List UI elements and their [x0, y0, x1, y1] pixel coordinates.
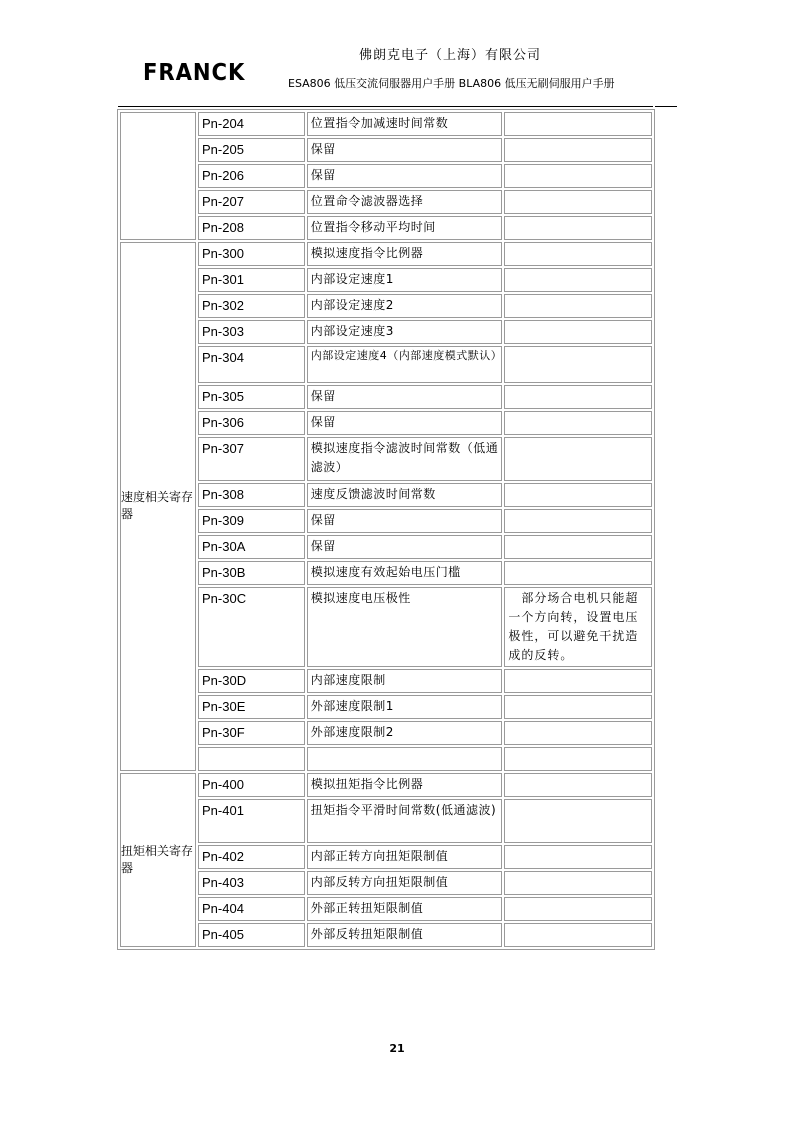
param-code: Pn-307 [198, 437, 305, 481]
table-row [120, 799, 652, 843]
param-code: Pn-30F [198, 721, 305, 745]
param-note [504, 268, 652, 292]
param-code: Pn-30E [198, 695, 305, 719]
table-row [120, 411, 652, 435]
param-name: 位置指令移动平均时间 [307, 216, 503, 240]
param-note [504, 320, 652, 344]
table-row [120, 871, 652, 895]
param-name [307, 747, 503, 771]
table-row [120, 561, 652, 585]
param-code: Pn-402 [198, 845, 305, 869]
param-code: Pn-305 [198, 385, 305, 409]
param-code: Pn-306 [198, 411, 305, 435]
param-note [504, 294, 652, 318]
table-row [120, 773, 652, 797]
group-label: 扭矩相关寄存器 [121, 843, 194, 875]
param-code: Pn-301 [198, 268, 305, 292]
param-name: 保留 [307, 509, 503, 533]
param-code: Pn-400 [198, 773, 305, 797]
table-row [120, 385, 652, 409]
param-code [198, 747, 305, 771]
param-name: 模拟扭矩指令比例器 [307, 773, 503, 797]
company-logo: FRANCK [143, 60, 246, 86]
document-subtitle: ESA806 低压交流伺服器用户手册 BLA806 低压无刷伺服用户手册 [288, 77, 615, 90]
param-code: Pn-204 [198, 112, 305, 136]
param-note [504, 845, 652, 869]
table-row [120, 242, 652, 266]
param-code: Pn-208 [198, 216, 305, 240]
param-code: Pn-30D [198, 669, 305, 693]
param-note [504, 346, 652, 383]
param-code: Pn-206 [198, 164, 305, 188]
param-code: Pn-303 [198, 320, 305, 344]
table-row [120, 845, 652, 869]
param-code: Pn-205 [198, 138, 305, 162]
page-number: 21 [389, 1042, 405, 1055]
param-code: Pn-30A [198, 535, 305, 559]
param-name: 位置指令加减速时间常数 [307, 112, 503, 136]
param-name: 内部设定速度4（内部速度模式默认） [307, 346, 503, 383]
table-row [120, 320, 652, 344]
param-name: 扭矩指令平滑时间常数(低通滤波) [307, 799, 503, 843]
param-note [504, 747, 652, 771]
param-name: 内部设定速度3 [307, 320, 503, 344]
param-code: Pn-30B [198, 561, 305, 585]
param-note [504, 411, 652, 435]
table-row [120, 587, 652, 667]
param-note [504, 190, 652, 214]
param-note [504, 897, 652, 921]
param-note [504, 871, 652, 895]
table-row [120, 721, 652, 745]
param-name: 模拟速度有效起始电压门槛 [307, 561, 503, 585]
table-row [120, 112, 652, 136]
param-name: 内部设定速度1 [307, 268, 503, 292]
table-row [120, 437, 652, 481]
param-name: 速度反馈滤波时间常数 [307, 483, 503, 507]
param-note [504, 164, 652, 188]
param-note [504, 216, 652, 240]
param-name: 内部反转方向扭矩限制值 [307, 871, 503, 895]
param-note [504, 561, 652, 585]
company-name: 佛朗克电子（上海）有限公司 [358, 48, 541, 63]
param-name: 外部速度限制1 [307, 695, 503, 719]
param-note [504, 799, 652, 843]
param-note [504, 437, 652, 481]
param-name: 外部速度限制2 [307, 721, 503, 745]
param-note [504, 721, 652, 745]
group-label: 速度相关寄存器 [121, 490, 194, 521]
param-note [504, 138, 652, 162]
param-code: Pn-403 [198, 871, 305, 895]
table-row [120, 138, 652, 162]
param-note [504, 112, 652, 136]
table-row [120, 190, 652, 214]
param-note [504, 509, 652, 533]
param-code: Pn-404 [198, 897, 305, 921]
param-note [504, 535, 652, 559]
param-code: Pn-302 [198, 294, 305, 318]
param-name: 外部正转扭矩限制值 [307, 897, 503, 921]
param-name: 模拟速度指令滤波时间常数（低通滤波） [307, 437, 503, 481]
param-name: 内部正转方向扭矩限制值 [307, 845, 503, 869]
param-name: 保留 [307, 535, 503, 559]
param-name: 保留 [307, 411, 503, 435]
param-name: 位置命令滤波器选择 [307, 190, 503, 214]
param-name: 内部设定速度2 [307, 294, 503, 318]
param-code: Pn-401 [198, 799, 305, 843]
param-note [504, 242, 652, 266]
table-row [120, 923, 652, 947]
param-note [504, 483, 652, 507]
param-code: Pn-308 [198, 483, 305, 507]
group-label-cell [120, 112, 196, 240]
param-code: Pn-304 [198, 346, 305, 383]
table-row [120, 669, 652, 693]
param-name: 外部反转扭矩限制值 [307, 923, 503, 947]
param-name: 模拟速度电压极性 [307, 587, 503, 667]
param-code: Pn-300 [198, 242, 305, 266]
table-row [120, 294, 652, 318]
parameter-table [117, 109, 655, 950]
table-row [120, 535, 652, 559]
param-note: 部分场合电机只能超一个方向转，设置电压极性，可以避免干扰造成的反转。 [504, 587, 652, 667]
param-note [504, 695, 652, 719]
table-row [120, 483, 652, 507]
param-name: 保留 [307, 138, 503, 162]
param-code: Pn-207 [198, 190, 305, 214]
table-row [120, 897, 652, 921]
table-row [120, 747, 652, 771]
param-note [504, 385, 652, 409]
table-row [120, 164, 652, 188]
param-code: Pn-309 [198, 509, 305, 533]
param-note [504, 669, 652, 693]
param-code: Pn-405 [198, 923, 305, 947]
header-rule [118, 106, 653, 107]
param-name: 内部速度限制 [307, 669, 503, 693]
group-label-cell [120, 773, 196, 947]
param-code: Pn-30C [198, 587, 305, 667]
group-label-cell [120, 242, 196, 771]
param-name: 模拟速度指令比例器 [307, 242, 503, 266]
param-note [504, 923, 652, 947]
table-row [120, 695, 652, 719]
param-name: 保留 [307, 385, 503, 409]
header-rule-tail [655, 106, 677, 107]
param-note [504, 773, 652, 797]
table-row [120, 268, 652, 292]
table-row [120, 509, 652, 533]
table-row [120, 216, 652, 240]
param-name: 保留 [307, 164, 503, 188]
table-row [120, 346, 652, 383]
